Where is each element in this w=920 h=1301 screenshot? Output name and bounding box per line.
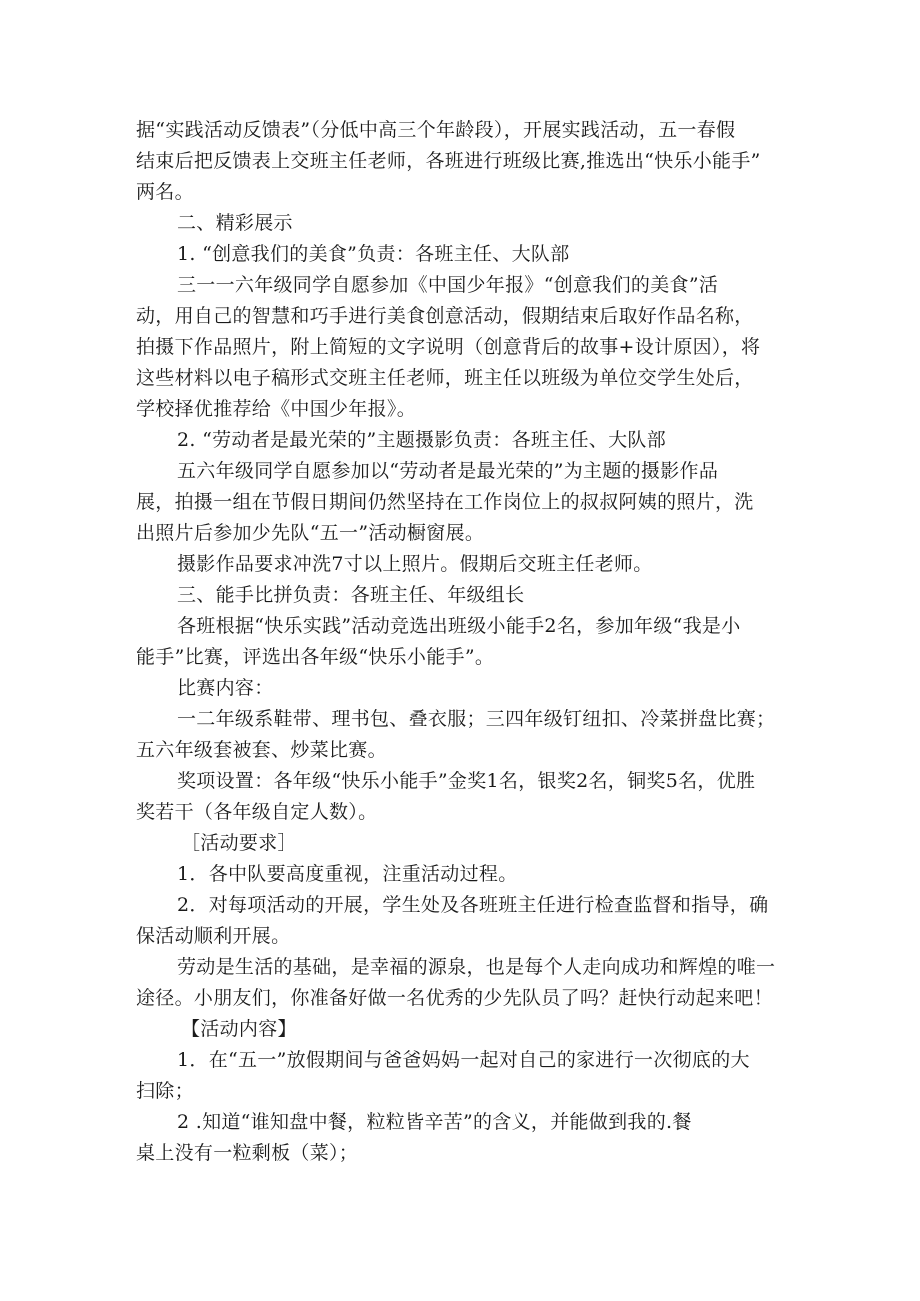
paragraph-line-21: 五六年级套被套、炒菜比赛。: [136, 739, 387, 761]
paragraph-line-31: 1．在“五一”放假期间与爸爸妈妈一起对自己的家进行一次彻底的大: [177, 1049, 750, 1071]
paragraph-line-1: 据“实践活动反馈表”（分低中高三个年龄段），开展实践活动，五一春假: [136, 119, 736, 141]
section-heading-competition: 三、能手比拼负责：各班主任、年级组长: [177, 584, 525, 606]
paragraph-line-33: 2 .知道“谁知盘中餐，粒粒皆辛苦”的含义，并能做到我的.餐: [177, 1111, 692, 1133]
paragraph-line-12: 五六年级同学自愿参加以“劳动者是最光荣的”为主题的摄影作品: [177, 460, 719, 482]
paragraph-line-17: 各班根据“快乐实践”活动竞选出班级小能手2名，参加年级“我是小: [177, 615, 741, 637]
paragraph-line-25: 1．各中队要高度重视，注重活动过程。: [177, 863, 518, 885]
paragraph-line-23: 奖若干（各年级自定人数）。: [136, 801, 378, 823]
paragraph-line-9: 这些材料以电子稿形式交班主任老师，班主任以班级为单位交学生处后，: [136, 367, 754, 389]
paragraph-line-34: 桌上没有一粒剩板（菜）；: [136, 1142, 359, 1164]
paragraph-line-8: 拍摄下作品照片，附上简短的文字说明（创意背后的故事+设计原因），将: [136, 336, 761, 358]
paragraph-line-18: 能手”比赛，评选出各年级“快乐小能手”。: [136, 646, 495, 668]
paragraph-line-29: 途径。小朋友们，你准备好做一名优秀的少先队员了吗？赶快行动起来吧！: [136, 987, 773, 1009]
paragraph-line-7: 动，用自己的智慧和巧手进行美食创意活动，假期结束后取好作品名称，: [136, 305, 754, 327]
paragraph-line-3: 两名。: [136, 181, 194, 203]
paragraph-line-2: 结束后把反馈表上交班主任老师，各班进行班级比赛,推选出“快乐小能手”: [136, 150, 761, 172]
paragraph-line-6: 三一一六年级同学自愿参加《中国少年报》“创意我们的美食”活: [177, 274, 719, 296]
subheading-labor-photography: 2. “劳动者是最光荣的”主题摄影负责：各班主任、大队部: [177, 429, 666, 451]
paragraph-line-32: 扫除；: [136, 1080, 194, 1102]
paragraph-line-26: 2．对每项活动的开展，学生处及各班班主任进行检查监督和指导，确: [177, 894, 769, 916]
paragraph-line-22: 奖项设置：各年级“快乐小能手”金奖1名，银奖2名，铜奖5名，优胜: [177, 770, 756, 792]
paragraph-line-28: 劳动是生活的基础，是幸福的源泉，也是每个人走向成功和辉煌的唯一: [177, 956, 776, 978]
subheading-creative-food: 1. “创意我们的美食”负责：各班主任、大队部: [177, 243, 570, 265]
section-heading-showcase: 二、精彩展示: [177, 212, 293, 234]
paragraph-line-27: 保活动顺利开展。: [136, 925, 291, 947]
paragraph-line-14: 出照片后参加少先队“五一”活动橱窗展。: [136, 522, 485, 544]
section-heading-activity-content: 【活动内容】: [181, 1018, 297, 1040]
competition-content-label: 比赛内容：: [177, 677, 274, 699]
section-heading-requirements: ［活动要求］: [181, 832, 297, 854]
paragraph-line-10: 学校择优推荐给《中国少年报》。: [136, 398, 417, 420]
paragraph-line-13: 展，拍摄一组在节假日期间仍然坚持在工作岗位上的叔叔阿姨的照片，洗: [136, 491, 754, 513]
paragraph-line-20: 一二年级系鞋带、理书包、叠衣服；三四年级钉纽扣、冷菜拼盘比赛；: [177, 708, 776, 730]
paragraph-line-15: 摄影作品要求冲洗7寸以上照片。假期后交班主任老师。: [177, 553, 653, 575]
